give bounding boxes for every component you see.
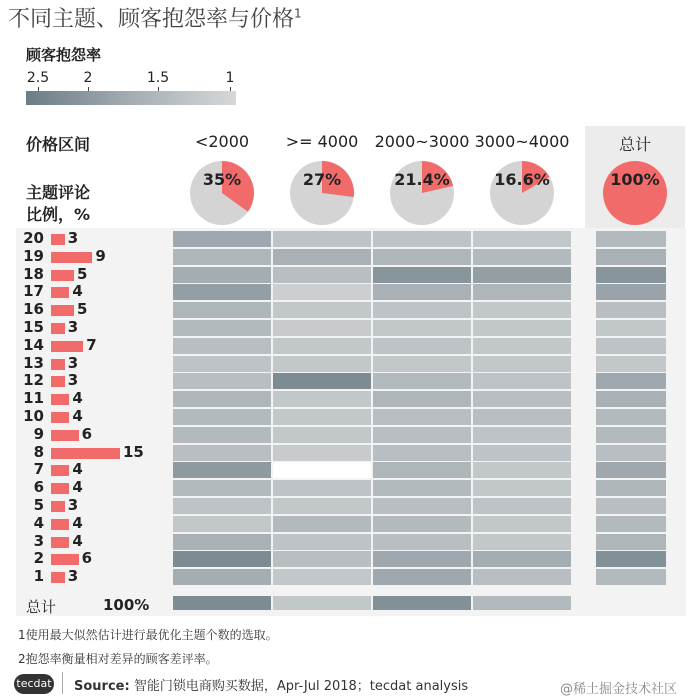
heatmap-cell	[273, 409, 371, 425]
topic-label: 1	[33, 567, 44, 586]
heatmap-cell	[473, 480, 571, 496]
total-header: 总计	[618, 135, 651, 154]
heatmap-cell	[473, 249, 571, 265]
heatmap-cell	[273, 462, 371, 478]
heatmap-cell	[373, 231, 471, 247]
footnote-1: 1使用最大似然估计进行最优化主题个数的选取。	[18, 628, 278, 642]
heatmap-cell	[473, 231, 571, 247]
heatmap-cell	[373, 462, 471, 478]
total-cell	[596, 391, 666, 407]
topic-share-bar	[51, 501, 65, 512]
topic-share-value: 4	[72, 460, 83, 479]
heatmap-cell	[373, 409, 471, 425]
column-header: 3000~4000	[474, 132, 570, 151]
topic-share-bar	[51, 483, 69, 494]
logo-divider	[62, 672, 63, 694]
legend-color-scale	[26, 91, 236, 105]
total-cell	[596, 480, 666, 496]
column-header: <2000	[194, 132, 250, 151]
heatmap-cell	[373, 249, 471, 265]
heatmap-cell	[173, 462, 271, 478]
topic-share-value: 4	[72, 513, 83, 532]
heatmap-cell	[173, 498, 271, 514]
topic-share-bar	[51, 537, 69, 548]
heatmap-cell	[173, 267, 271, 283]
heatmap-cell	[173, 338, 271, 354]
footer-cell	[473, 596, 571, 610]
topic-label: 11	[23, 389, 44, 408]
total-cell	[596, 409, 666, 425]
topic-share-value: 4	[72, 389, 83, 408]
heatmap-cell	[373, 320, 471, 336]
heatmap-cell	[173, 480, 271, 496]
heatmap-cell	[373, 569, 471, 585]
total-cell	[596, 338, 666, 354]
heatmap-cell	[173, 284, 271, 300]
topic-share-value: 15	[123, 442, 144, 461]
heatmap-cell	[473, 284, 571, 300]
column-share-pie	[187, 158, 257, 228]
topic-share-bar	[51, 430, 79, 441]
heatmap-cell	[373, 356, 471, 372]
heatmap-cell	[273, 391, 371, 407]
heatmap-cell	[273, 551, 371, 567]
topic-label: 5	[33, 496, 44, 514]
footer-cell	[373, 596, 471, 610]
topic-share-bar	[51, 412, 69, 423]
heatmap-cell	[373, 338, 471, 354]
heatmap-cell	[273, 338, 371, 354]
topic-share-value: 4	[72, 282, 83, 301]
total-cell	[596, 462, 666, 478]
heatmap-cell	[273, 231, 371, 247]
topic-share-bar	[51, 394, 69, 405]
heatmap-cell	[473, 391, 571, 407]
heatmap-cell	[473, 569, 571, 585]
topic-share-bar	[51, 465, 69, 476]
topic-label: 13	[23, 353, 44, 372]
topic-label: 17	[23, 282, 44, 301]
heatmap-cell	[273, 249, 371, 265]
heatmap-cell	[473, 534, 571, 550]
heatmap-cell	[273, 284, 371, 300]
footer-total-percent: 100%	[103, 596, 150, 614]
topic-share-value: 5	[77, 264, 88, 283]
topic-label: 9	[33, 424, 44, 443]
pie-label: 21.4%	[394, 170, 450, 189]
heatmap-cell	[273, 569, 371, 585]
watermark: @稀土掘金技术社区	[560, 682, 678, 697]
total-cell	[596, 356, 666, 372]
topic-share-value: 3	[67, 353, 79, 372]
heatmap-cell	[273, 267, 371, 283]
heatmap-cell	[473, 373, 571, 389]
total-cell	[596, 267, 666, 283]
heatmap-cell	[173, 569, 271, 585]
heatmap-cell	[273, 534, 371, 550]
total-cell	[596, 551, 666, 567]
total-cell	[596, 498, 666, 514]
topic-share-value: 3	[67, 229, 79, 247]
legend-tick: 2	[83, 70, 93, 86]
total-cell	[596, 231, 666, 247]
footnote-2: 2抱怨率衡量相对差异的顾客差评率。	[18, 652, 218, 666]
heatmap-cell	[173, 534, 271, 550]
heatmap-cell	[373, 480, 471, 496]
topic-label: 4	[33, 513, 44, 532]
topic-share-value: 7	[86, 335, 97, 354]
heatmap-cell	[373, 284, 471, 300]
legend-tick: 2.5	[26, 70, 50, 86]
heatmap-cell	[273, 302, 371, 318]
heatmap-cell	[173, 445, 271, 461]
total-share-pie	[600, 158, 670, 228]
column-header: >= 4000	[285, 132, 359, 151]
topic-share-bar	[51, 376, 65, 387]
topic-share-bar	[51, 359, 65, 370]
heatmap-cell	[173, 427, 271, 443]
heatmap-cell	[173, 516, 271, 532]
column-share-pie	[387, 158, 457, 228]
footer-cell	[173, 596, 271, 610]
heatmap-cell	[173, 373, 271, 389]
topic-label: 19	[23, 246, 44, 265]
topic-label: 16	[23, 300, 44, 319]
heatmap-cell	[373, 516, 471, 532]
total-cell	[596, 302, 666, 318]
heatmap-cell	[173, 409, 271, 425]
topic-share-value: 3	[67, 567, 79, 586]
topic-share-label: 主题评论 比例，%	[26, 183, 91, 224]
total-cell	[596, 427, 666, 443]
heatmap-cell	[173, 356, 271, 372]
column-header: 2000~3000	[374, 132, 470, 151]
pie-label: 16.6%	[494, 170, 550, 189]
topic-share-bar	[51, 270, 74, 281]
price-range-label: 价格区间	[26, 135, 91, 154]
topic-share-value: 3	[67, 318, 79, 336]
heatmap-cell	[473, 445, 571, 461]
heatmap-cell	[473, 498, 571, 514]
heatmap-cell	[273, 427, 371, 443]
heatmap-cell	[373, 445, 471, 461]
topic-share-value: 4	[72, 407, 83, 425]
heatmap-cell	[373, 267, 471, 283]
topic-share-bar	[51, 323, 65, 334]
heatmap-cell	[473, 462, 571, 478]
topic-share-value: 3	[67, 371, 79, 390]
topic-label: 6	[33, 478, 44, 497]
total-cell	[596, 569, 666, 585]
topic-label: 15	[23, 318, 44, 336]
topic-share-bar	[51, 448, 120, 459]
topic-share-value: 6	[81, 549, 93, 568]
legend-tick: 1.5	[146, 70, 170, 86]
heatmap-cell	[273, 356, 371, 372]
topic-share-value: 9	[95, 246, 106, 265]
heatmap-cell	[273, 320, 371, 336]
topic-label: 14	[23, 335, 44, 354]
total-cell	[596, 320, 666, 336]
chart-title: 不同主题、顾客抱怨率与价格$^1$	[8, 6, 302, 32]
topic-label: 8	[33, 442, 44, 461]
heatmap-cell	[373, 373, 471, 389]
heatmap-cell	[373, 551, 471, 567]
tecdat-logo: tecdat	[14, 674, 54, 694]
heatmap-cell	[173, 391, 271, 407]
heatmap-cell	[373, 427, 471, 443]
topic-share-bar	[51, 305, 74, 316]
topic-share-value: 3	[67, 496, 79, 514]
topic-label: 18	[23, 264, 44, 283]
heatmap-cell	[173, 551, 271, 567]
total-cell	[596, 373, 666, 389]
heatmap-cell	[373, 302, 471, 318]
heatmap-cell	[173, 231, 271, 247]
heatmap-cell	[473, 302, 571, 318]
pie-label: 35%	[202, 170, 242, 189]
heatmap-cell	[173, 302, 271, 318]
total-cell	[596, 284, 666, 300]
total-cell	[596, 445, 666, 461]
heatmap-cell	[273, 516, 371, 532]
topic-share-bar	[51, 519, 69, 530]
heatmap-cell	[473, 516, 571, 532]
legend-title: 顾客抱怨率	[26, 46, 102, 64]
topic-label: 3	[33, 531, 44, 550]
heatmap-cell	[273, 498, 371, 514]
heatmap-cell	[373, 498, 471, 514]
pie-label: 27%	[302, 170, 342, 189]
heatmap-cell	[373, 391, 471, 407]
topic-share-bar	[51, 341, 83, 352]
heatmap-cell	[473, 267, 571, 283]
heatmap-cell	[473, 338, 571, 354]
source-line: Source: 智能门锁电商购买数据，Apr-Jul 2018；tecdat analysis	[74, 679, 469, 694]
topic-share-bar	[51, 234, 65, 245]
footer-cell	[273, 596, 371, 610]
total-cell	[596, 249, 666, 265]
column-share-pie	[487, 158, 557, 228]
topic-label: 20	[23, 229, 44, 247]
pie-label: 100%	[610, 170, 660, 189]
heatmap-cell	[373, 534, 471, 550]
topic-share-value: 5	[77, 300, 88, 319]
topic-share-value: 6	[81, 424, 93, 443]
footer-total-label: 总计	[26, 598, 57, 616]
heatmap-cell	[473, 409, 571, 425]
topic-label: 7	[33, 460, 44, 479]
topic-share-bar	[51, 572, 65, 583]
topic-share-value: 4	[72, 531, 83, 550]
heatmap-cell	[473, 427, 571, 443]
topic-label: 12	[23, 371, 44, 390]
topic-share-bar	[51, 287, 69, 298]
topic-label: 10	[23, 407, 44, 425]
topic-share-bar	[51, 252, 92, 263]
heatmap-cell	[273, 373, 371, 389]
heatmap-cell	[473, 320, 571, 336]
heatmap-cell	[273, 445, 371, 461]
heatmap-cell	[473, 356, 571, 372]
topic-share-value: 4	[72, 478, 83, 497]
topic-label: 2	[33, 549, 44, 568]
topic-share-bar	[51, 554, 79, 565]
column-share-pie	[287, 158, 357, 228]
heatmap-cell	[173, 320, 271, 336]
total-cell	[596, 534, 666, 550]
total-cell	[596, 516, 666, 532]
heatmap-cell	[273, 480, 371, 496]
heatmap-cell	[173, 249, 271, 265]
heatmap-cell	[473, 551, 571, 567]
legend-tick: 1	[225, 70, 235, 86]
